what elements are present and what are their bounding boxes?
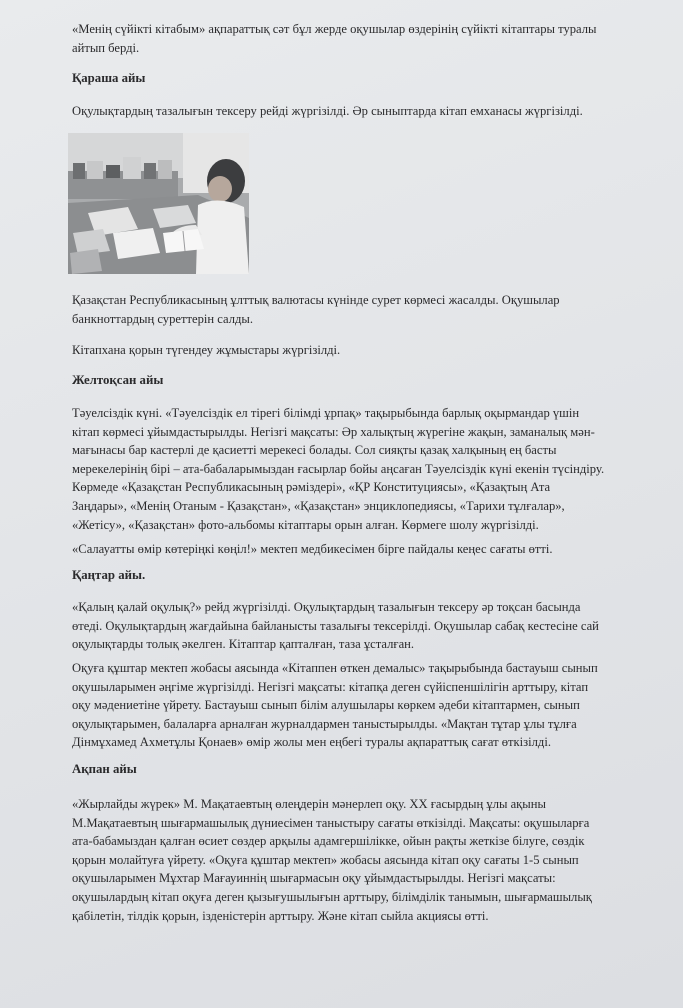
january-line: «Қалың қалай оқулық?» рейд жүргізілді. Оқулықтардың тазалығын тексеру әр тоқсан басында	[72, 600, 581, 614]
january-line: Дінмұхамед Ахметұлы Қонаев» өмір жолы мен еңбегі туралы ақпараттық сағат өткізілді.	[72, 735, 551, 750]
february-line: оқушылардың кітап оқуға деген қызығушылығын арттыру, білімділік танымын, шығармашылық	[72, 889, 592, 904]
january-line: оқу мәдениетіне үйрету. Бастауыш сынып білім алушылары көркем әдеби кітаптармен, сынып	[72, 698, 580, 713]
intro-line: айтып берді.	[72, 40, 140, 55]
february-line: «Жырлайды жүрек» М. Мақатаевтың өлеңдерін мәнерлеп оқу. XX ғасырдың ұлы ақыны	[72, 797, 546, 811]
december-paragraph-2	[72, 540, 642, 559]
december-line: мағынасы бар кастерлі де қасиетті мерекесі болады. Сол сияқты қазақ халқының ең басты	[72, 443, 557, 458]
february-line: қорын молайтуға үйрету. «Оқуға құштар мектеп» жобасы аясында кітап оқу сағаты 1-5 сынып	[72, 852, 579, 867]
november-paragraph-3	[72, 341, 642, 360]
december-line: «Жетісу», «Қазақстан» фото-альбомы кітаптары орын алған. Көрмеге шолу жүргізілді.	[72, 517, 539, 532]
december-line: Көрмеде «Қазақстан Республикасының рәміздері», «ҚР Конституциясы», «Қазақтың Ата	[72, 480, 551, 495]
intro-paragraph	[72, 20, 642, 57]
november-paragraph-2	[72, 291, 642, 328]
december-paragraph-1	[72, 404, 642, 534]
february-paragraph-1	[72, 795, 642, 925]
december-line: «Салауатты өмір көтеріңкі көңіл!» мектеп медбикесімен бірге пайдалы кеңес сағаты өтті.	[72, 542, 553, 556]
january-paragraph-2	[72, 659, 642, 752]
december-line: мерекелерінің бірі – ата-бабаларымыздан ғасырлар бойы аңсаған Тәуелсіздік күні екенін түсіндіру.	[72, 461, 605, 476]
november-heading: Қараша айы	[72, 71, 146, 85]
january-line: өтеді. Оқулықтардың жағдайына байланысты тазалығы тексерілді. Оқушылар сабақ кестесіне сай	[72, 618, 599, 633]
january-line: оқулықтарды толық әкелген. Кітаптар қапталған, таза ұсталған.	[72, 637, 415, 652]
november-line: банкноттардың суреттерін салды.	[72, 311, 253, 326]
february-line: ата-бабамыздан қалған өсиет сөздер арқылы адамгершілікке, ойын рақты жеткізе білуге, сөздік	[72, 834, 585, 849]
december-line: Заңдары», «Менің Отаным - Қазақстан», «Қазақстан» энциклопедиясы, «Тарихи тұлғалар»,	[72, 498, 565, 513]
january-line: оқушыларымен әңгіме жүргізілді. Негізгі мақсаты: кітапқа деген сүйіспеншілігін арттыру, кітап	[72, 679, 589, 694]
february-heading: Ақпан айы	[72, 762, 137, 776]
december-heading: Желтоқсан айы	[72, 373, 164, 387]
january-heading: Қаңтар айы.	[72, 568, 146, 582]
november-line: Кітапхана қорын түгендеу жұмыстары жүргізілді.	[72, 343, 341, 357]
february-line: М.Мақатаевтың шығармашылық дүниесімен таныстыру сағаты өткізілді. Мақсаты: оқушыларға	[72, 815, 590, 830]
child-reading-photo	[68, 133, 249, 274]
february-line: қабілетін, тілдік қорын, ізденістерін арттыру. Және кітап сыйла акциясы өтті.	[72, 908, 489, 923]
november-line: Қазақстан Республикасының ұлттық валютасы күнінде сурет көрмесі жасалды. Оқушылар	[72, 293, 560, 307]
intro-line: «Менің сүйікті кітабым» ақпараттық сәт бұл жерде оқушылар өздерінің сүйікті кітаптары туралы	[72, 22, 597, 36]
january-line: Оқуға құштар мектеп жобасы аясында «Кітаппен өткен демалыс» тақырыбында бастауыш сынып	[72, 661, 598, 675]
december-line: кітап көрмесі ұйымдастырылды. Негізгі мақсаты: Әр халықтың жүрегіне жақын, заманалық мән-	[72, 424, 595, 439]
november-paragraph-1	[72, 102, 642, 121]
january-paragraph-1	[72, 598, 642, 654]
november-line: Оқулықтардың тазалығын тексеру рейді жүргізілді. Әр сыныптарда кітап емханасы жүргізілді.	[72, 104, 583, 118]
january-line: оқулықтарымен, балаларға арналған журналдармен таныстырылды. «Мақтан тұтар ұлы тұлға	[72, 716, 577, 731]
december-line: Тәуелсіздік күні. «Тәуелсіздік ел тірегі білімді ұрпақ» тақырыбында барлық оқырмандар үшін	[72, 406, 580, 420]
february-line: оқушыларымен Мұхтар Мағауиннің шығармасын оқу ұйымдастырылды. Негізгі мақсаты:	[72, 871, 556, 886]
